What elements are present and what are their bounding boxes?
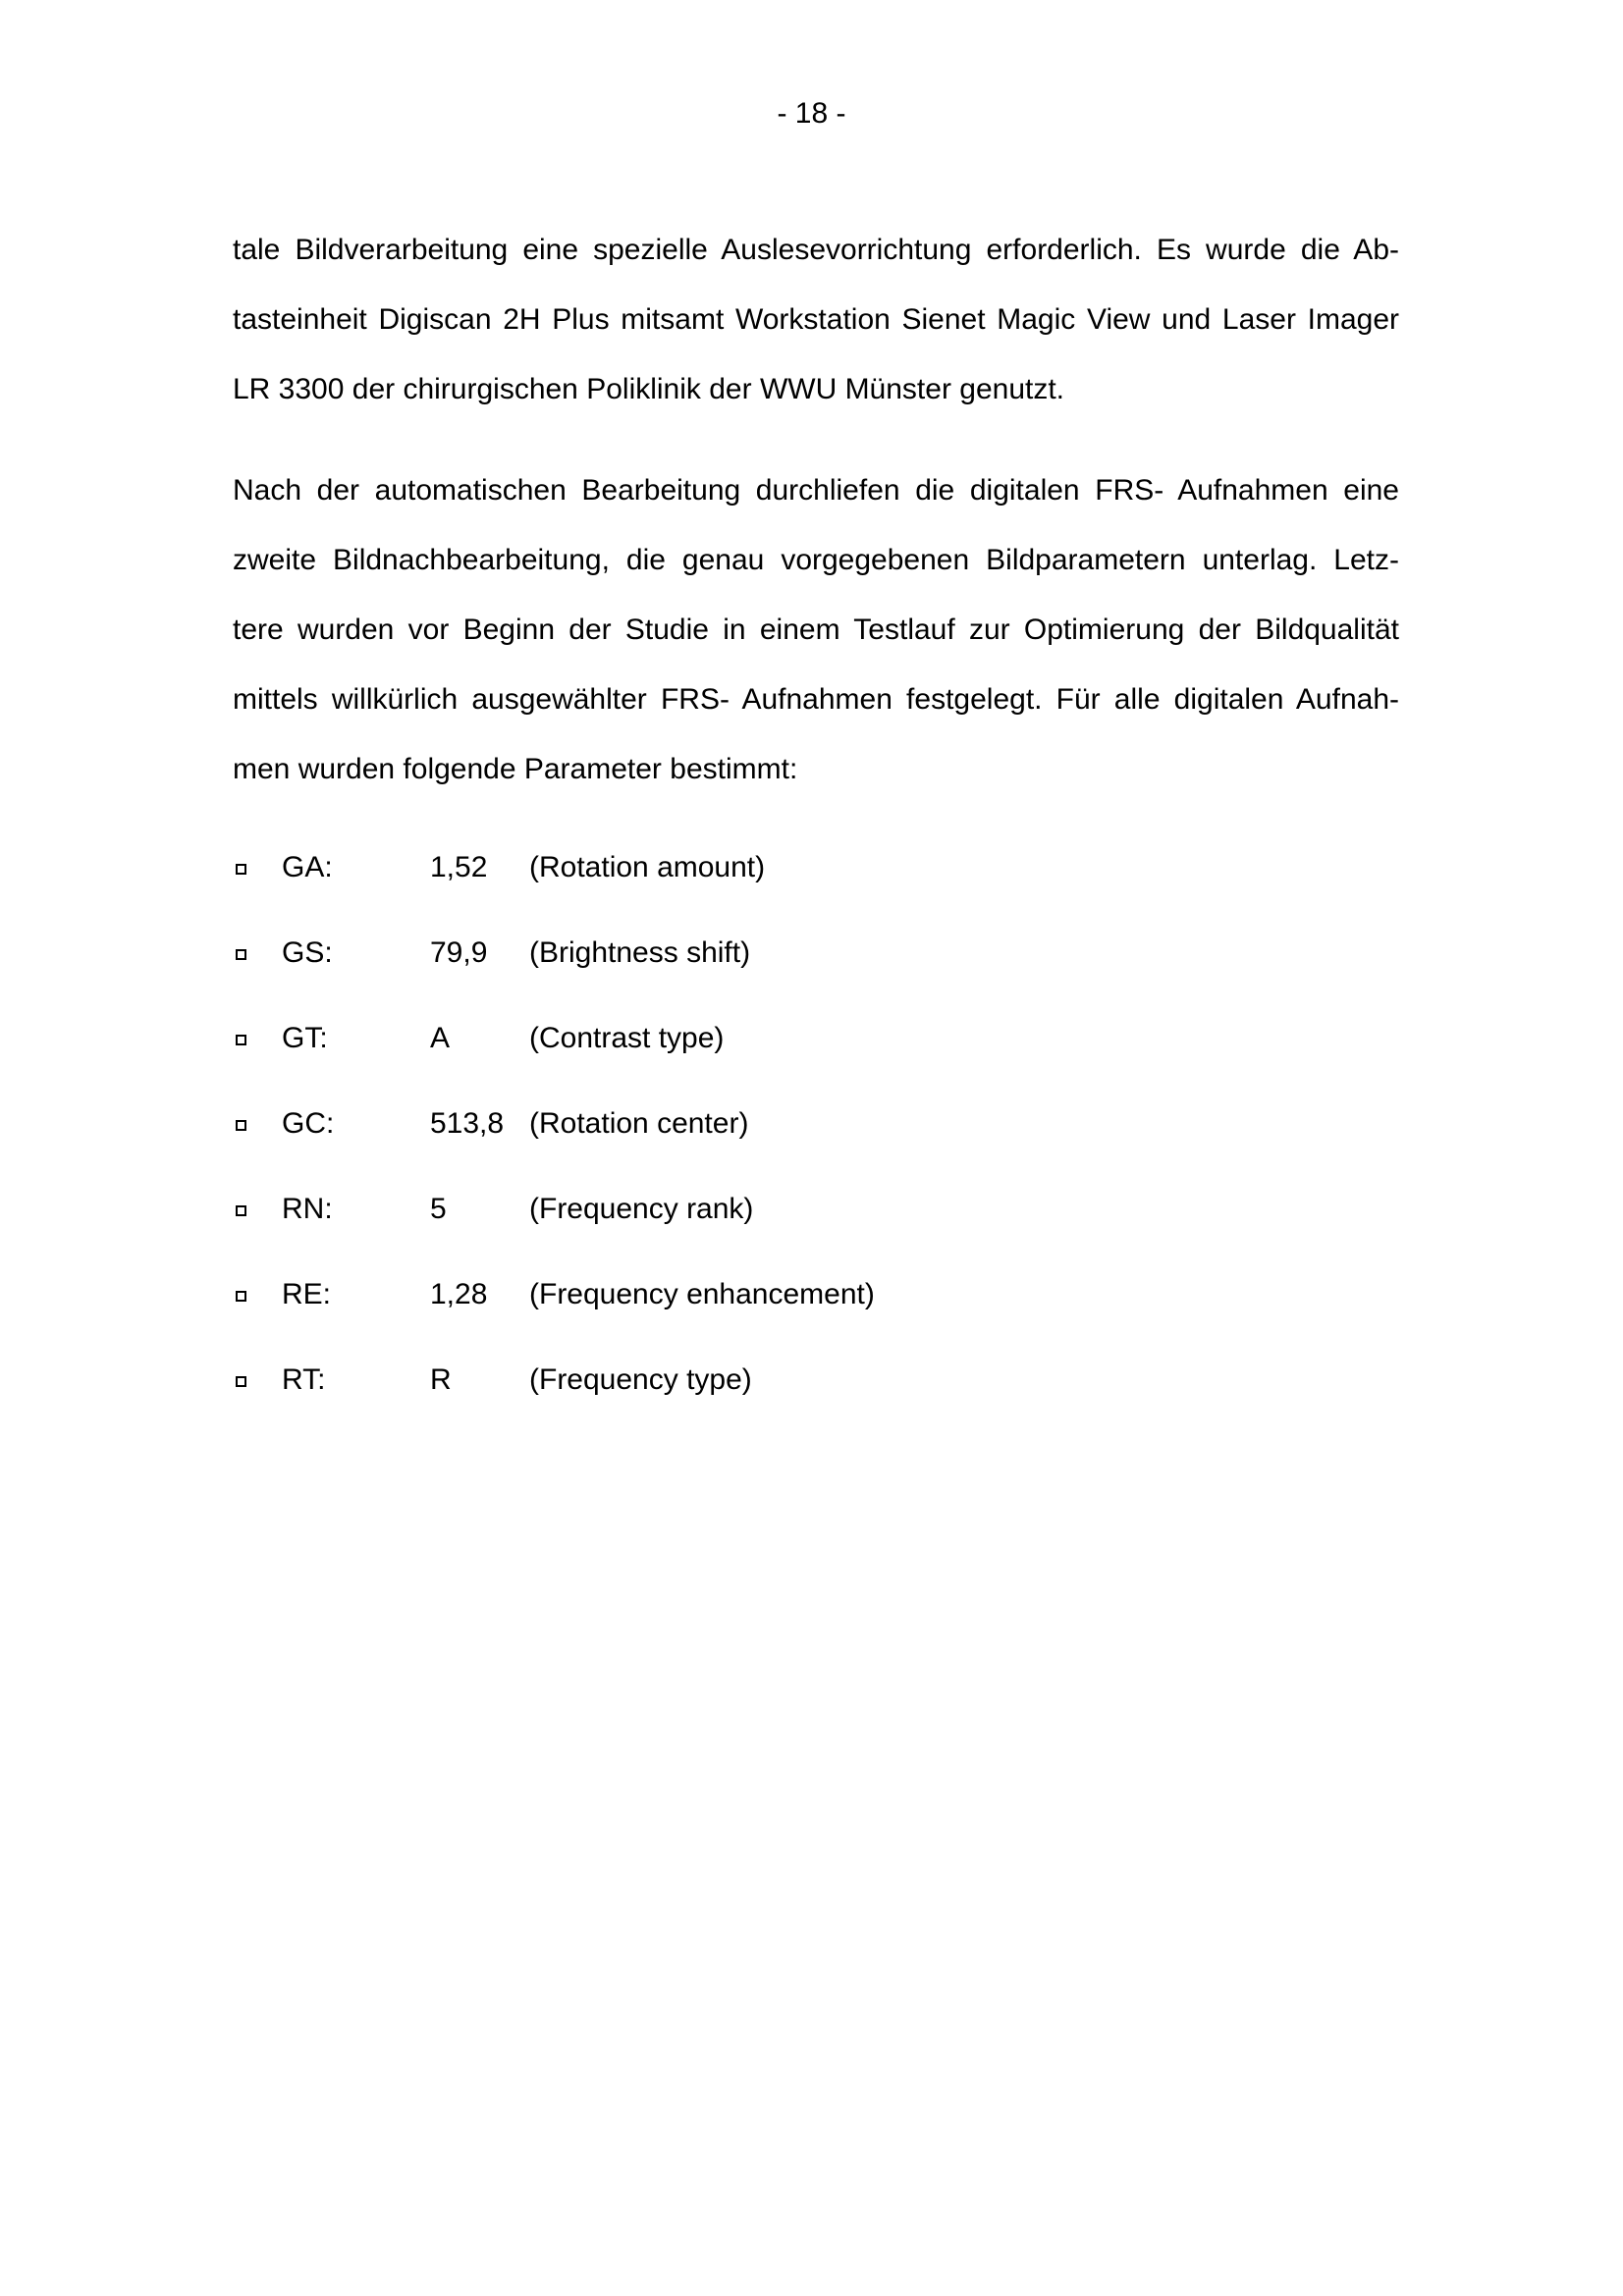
parameter-value: 1,52 bbox=[430, 851, 488, 883]
checkbox-bullet-icon bbox=[236, 1205, 246, 1216]
list-item bbox=[233, 1104, 1313, 1190]
checkbox-bullet-icon bbox=[236, 1376, 246, 1387]
checkbox-bullet-icon bbox=[236, 864, 246, 875]
paragraph-line: tale Bildverarbeitung eine spezielle Auslesevorrichtung erforderlich. Es wurde die Ab- bbox=[233, 234, 1399, 266]
paragraph-line: Nach der automatischen Bearbeitung durchliefen die digitalen FRS- Aufnahmen eine bbox=[233, 474, 1399, 507]
list-item bbox=[233, 848, 1313, 934]
list-item bbox=[233, 1190, 1313, 1275]
parameter-list bbox=[233, 848, 1313, 1446]
checkbox-bullet-icon bbox=[236, 949, 246, 960]
list-item bbox=[233, 934, 1313, 1019]
parameter-value: 5 bbox=[430, 1193, 447, 1225]
parameter-value: 79,9 bbox=[430, 936, 488, 969]
parameter-code: GS: bbox=[282, 936, 333, 969]
page-number: - 18 - bbox=[777, 97, 846, 130]
parameter-code: GA: bbox=[282, 851, 333, 883]
checkbox-bullet-icon bbox=[236, 1120, 246, 1131]
checkbox-bullet-icon bbox=[236, 1291, 246, 1302]
paragraph-line: LR 3300 der chirurgischen Poliklinik der WWU Münster genutzt. bbox=[233, 373, 1065, 405]
parameter-code: GT: bbox=[282, 1022, 328, 1054]
parameter-value: A bbox=[430, 1022, 451, 1054]
parameter-code: GC: bbox=[282, 1107, 335, 1140]
paragraph-line: zweite Bildnachbearbeitung, die genau vorgegebenen Bildparametern unterlag. Letz- bbox=[233, 544, 1399, 576]
parameter-description: (Brightness shift) bbox=[529, 936, 751, 969]
list-item bbox=[233, 1019, 1313, 1104]
paragraph-line: men wurden folgende Parameter bestimmt: bbox=[233, 753, 798, 785]
parameter-description: (Contrast type) bbox=[529, 1022, 725, 1054]
paragraph-1 bbox=[233, 215, 1399, 424]
parameter-description: (Rotation amount) bbox=[529, 851, 766, 883]
parameter-code: RE: bbox=[282, 1278, 332, 1310]
parameter-description: (Rotation center) bbox=[529, 1107, 749, 1140]
paragraph-line: tere wurden vor Beginn der Studie in einem Testlauf zur Optimierung der Bildqualität bbox=[233, 614, 1399, 646]
checkbox-bullet-icon bbox=[236, 1035, 246, 1045]
parameter-value: R bbox=[430, 1363, 452, 1396]
paragraph-line: mittels willkürlich ausgewählter FRS- Aufnahmen festgelegt. Für alle digitalen Aufnah- bbox=[233, 683, 1399, 716]
parameter-value: 1,28 bbox=[430, 1278, 488, 1310]
paragraph-line: tasteinheit Digiscan 2H Plus mitsamt Workstation Sienet Magic View und Laser Imager bbox=[233, 303, 1399, 336]
paragraph-2 bbox=[233, 455, 1399, 804]
parameter-description: (Frequency enhancement) bbox=[529, 1278, 875, 1310]
parameter-code: RN: bbox=[282, 1193, 333, 1225]
parameter-description: (Frequency type) bbox=[529, 1363, 752, 1396]
list-item bbox=[233, 1275, 1313, 1361]
parameter-description: (Frequency rank) bbox=[529, 1193, 754, 1225]
parameter-code: RT: bbox=[282, 1363, 326, 1396]
list-item bbox=[233, 1361, 1313, 1446]
parameter-value: 513,8 bbox=[430, 1107, 505, 1140]
